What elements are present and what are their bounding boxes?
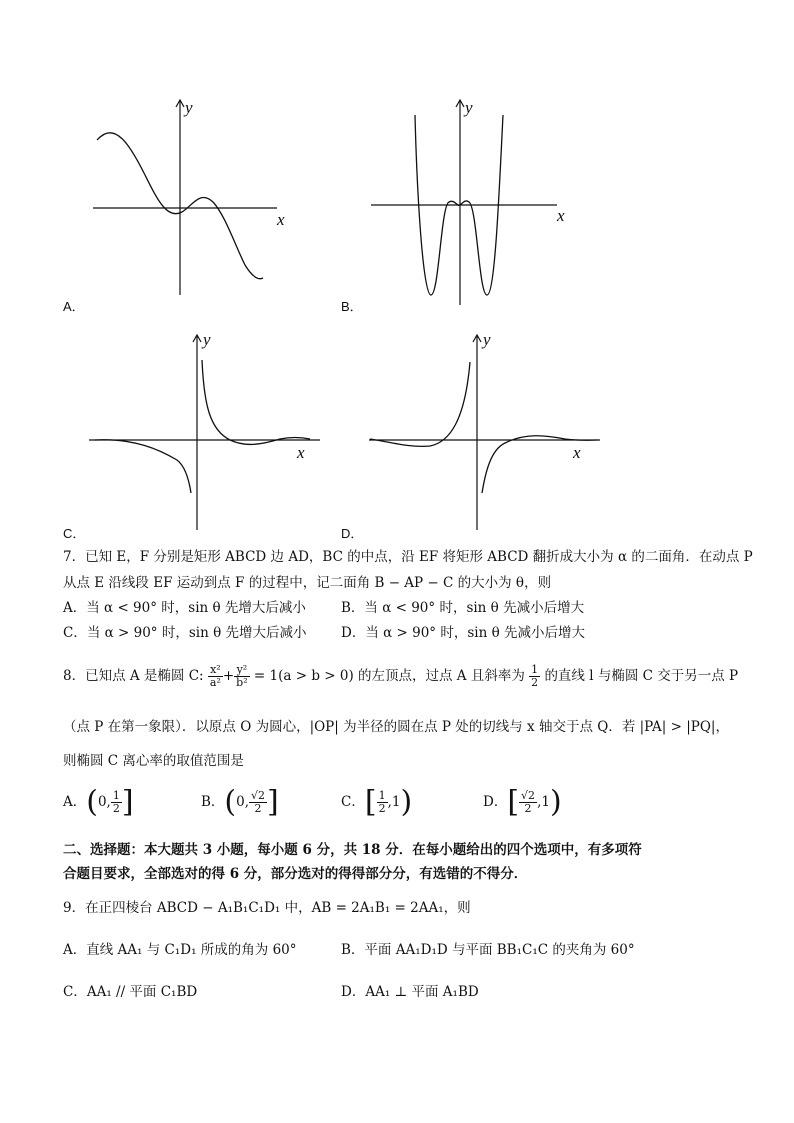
bracket-close: ) — [549, 784, 562, 820]
frac-num: √2 — [251, 789, 266, 802]
q9-option-row1 — [63, 941, 635, 959]
q9-option-row2 — [63, 983, 479, 1001]
frac-den: 2 — [531, 676, 539, 689]
q7-option-d: D．当 α > 90° 时，sin θ 先减小后增大 — [341, 625, 585, 641]
q8-stem-line1 — [63, 664, 738, 689]
graph-a-svg — [85, 95, 295, 305]
q9-option-a: A．直线 AA₁ 与 C₁D₁ 所成的角为 60° — [63, 942, 297, 958]
q8-frac-x2-a2 — [208, 664, 223, 689]
curve-c-left — [95, 440, 191, 493]
option-label: B． — [201, 794, 225, 810]
graph-c — [85, 330, 325, 530]
y-label: y — [203, 330, 211, 349]
frac-num: 1 — [112, 789, 120, 802]
bracket-open: [ — [507, 784, 520, 820]
option-label-b: B． — [341, 299, 363, 314]
bracket-close: ] — [267, 784, 279, 820]
q9-option-d: D．AA₁ ⊥ 平面 A₁BD — [341, 984, 479, 1000]
y-label: y — [185, 98, 193, 117]
option-label: A． — [63, 794, 87, 810]
option-label-c: C． — [63, 526, 86, 541]
frac-den: 2 — [112, 802, 120, 815]
graph-d — [365, 330, 605, 530]
x-label: x — [573, 443, 581, 462]
frac-den: a² — [209, 676, 221, 689]
q7-option-row2 — [63, 624, 585, 642]
q8-stem-start: 8．已知点 A 是椭圆 C: — [63, 668, 204, 684]
option-label: D． — [483, 794, 508, 810]
bracket-open: [ — [364, 784, 377, 820]
frac-den: 2 — [524, 802, 532, 815]
graph-b-svg — [365, 95, 585, 305]
q8-option-c — [341, 784, 412, 821]
q8-option-a — [63, 784, 134, 821]
option-label-a: A． — [63, 299, 85, 314]
interval-end: ,1 — [387, 794, 401, 810]
x-label: x — [297, 443, 305, 462]
graph-a — [85, 95, 295, 305]
q9-option-c: C．AA₁ // 平面 C₁BD — [63, 984, 198, 1000]
q7-stem-line2: 从点 E 沿线段 EF 运动到点 F 的过程中，记二面角 B − AP − C 的大小为 θ，则 — [63, 575, 552, 591]
bracket-open: ( — [86, 784, 98, 820]
q8-stem-end: 的直线 l 与椭圆 C 交于另一点 P — [544, 668, 739, 684]
bracket-open: ( — [224, 784, 237, 820]
frac-den: 2 — [254, 802, 262, 815]
q9-stem: 9．在正四棱台 ABCD − A₁B₁C₁D₁ 中，AB = 2A₁B₁ = 2AA₁，则 — [63, 900, 471, 916]
q8-stem-mid: = 1(a > b > 0) 的左顶点，过点 A 且斜率为 — [253, 668, 525, 684]
frac-num: x² — [208, 664, 223, 677]
section2-line2: 合题目要求，全部选对的得 6 分，部分选对的得得部分分，有选错的不得分． — [63, 866, 528, 882]
frac-den: b² — [236, 676, 248, 689]
frac-den: 2 — [378, 802, 386, 815]
frac-num: y² — [234, 664, 249, 677]
q9-option-b: B．平面 AA₁D₁D 与平面 BB₁C₁C 的夹角为 60° — [341, 942, 635, 958]
interval-start: 0, — [97, 794, 111, 810]
bracket-close: ) — [400, 784, 413, 820]
q8-option-d — [483, 784, 562, 821]
frac-num: √2 — [521, 789, 536, 802]
interval-start: 0, — [236, 794, 250, 810]
q7-option-a: A．当 α < 90° 时，sin θ 先增大后减小 — [63, 600, 306, 616]
q7-option-b: B．当 α < 90° 时，sin θ 先减小后增大 — [341, 600, 585, 616]
frac-num: 1 — [531, 663, 539, 676]
y-label: y — [483, 330, 491, 349]
interval-frac — [111, 790, 122, 815]
interval-end: ,1 — [537, 794, 550, 810]
graph-b — [365, 95, 585, 305]
option-label-d: D． — [341, 526, 364, 541]
bracket-close: ] — [121, 784, 134, 820]
q8-stem-line2: （点 P 在第一象限）．以原点 O 为圆心，|OP| 为半径的圆在点 P 处的切线与 x 轴交于点 Q．若 |PA| > |PQ|， — [63, 719, 729, 735]
q7-option-row1 — [63, 599, 585, 617]
q8-frac-y2-b2 — [234, 664, 249, 689]
x-label: x — [557, 206, 565, 225]
frac-num: 1 — [378, 789, 386, 802]
q8-option-b — [201, 784, 279, 821]
curve-c-right — [202, 360, 310, 444]
interval-frac — [249, 790, 267, 815]
interval-frac — [377, 790, 388, 815]
plus-sign: + — [222, 668, 235, 684]
q7-stem-line1: 7．已知 E，F 分别是矩形 ABCD 边 AD，BC 的中点，沿 EF 将矩形 ABCD 翻折成大小为 α 的二面角．在动点 P — [63, 549, 753, 565]
graph-d-svg — [365, 330, 605, 530]
section2-line1: 二、选择题：本大题共 3 小题，每小题 6 分，共 18 分．在每小题给出的四个选项中，有多项符 — [63, 842, 642, 858]
option-label: C． — [341, 794, 365, 810]
y-label: y — [465, 98, 473, 117]
q8-frac-half — [529, 664, 540, 689]
q7-option-c: C．当 α > 90° 时，sin θ 先增大后减小 — [63, 625, 307, 641]
x-label: x — [277, 210, 285, 229]
graph-c-svg — [85, 330, 325, 530]
q8-stem-line3: 则椭圆 C 离心率的取值范围是 — [63, 753, 244, 769]
curve-d-left — [370, 362, 470, 446]
interval-frac — [519, 790, 537, 815]
